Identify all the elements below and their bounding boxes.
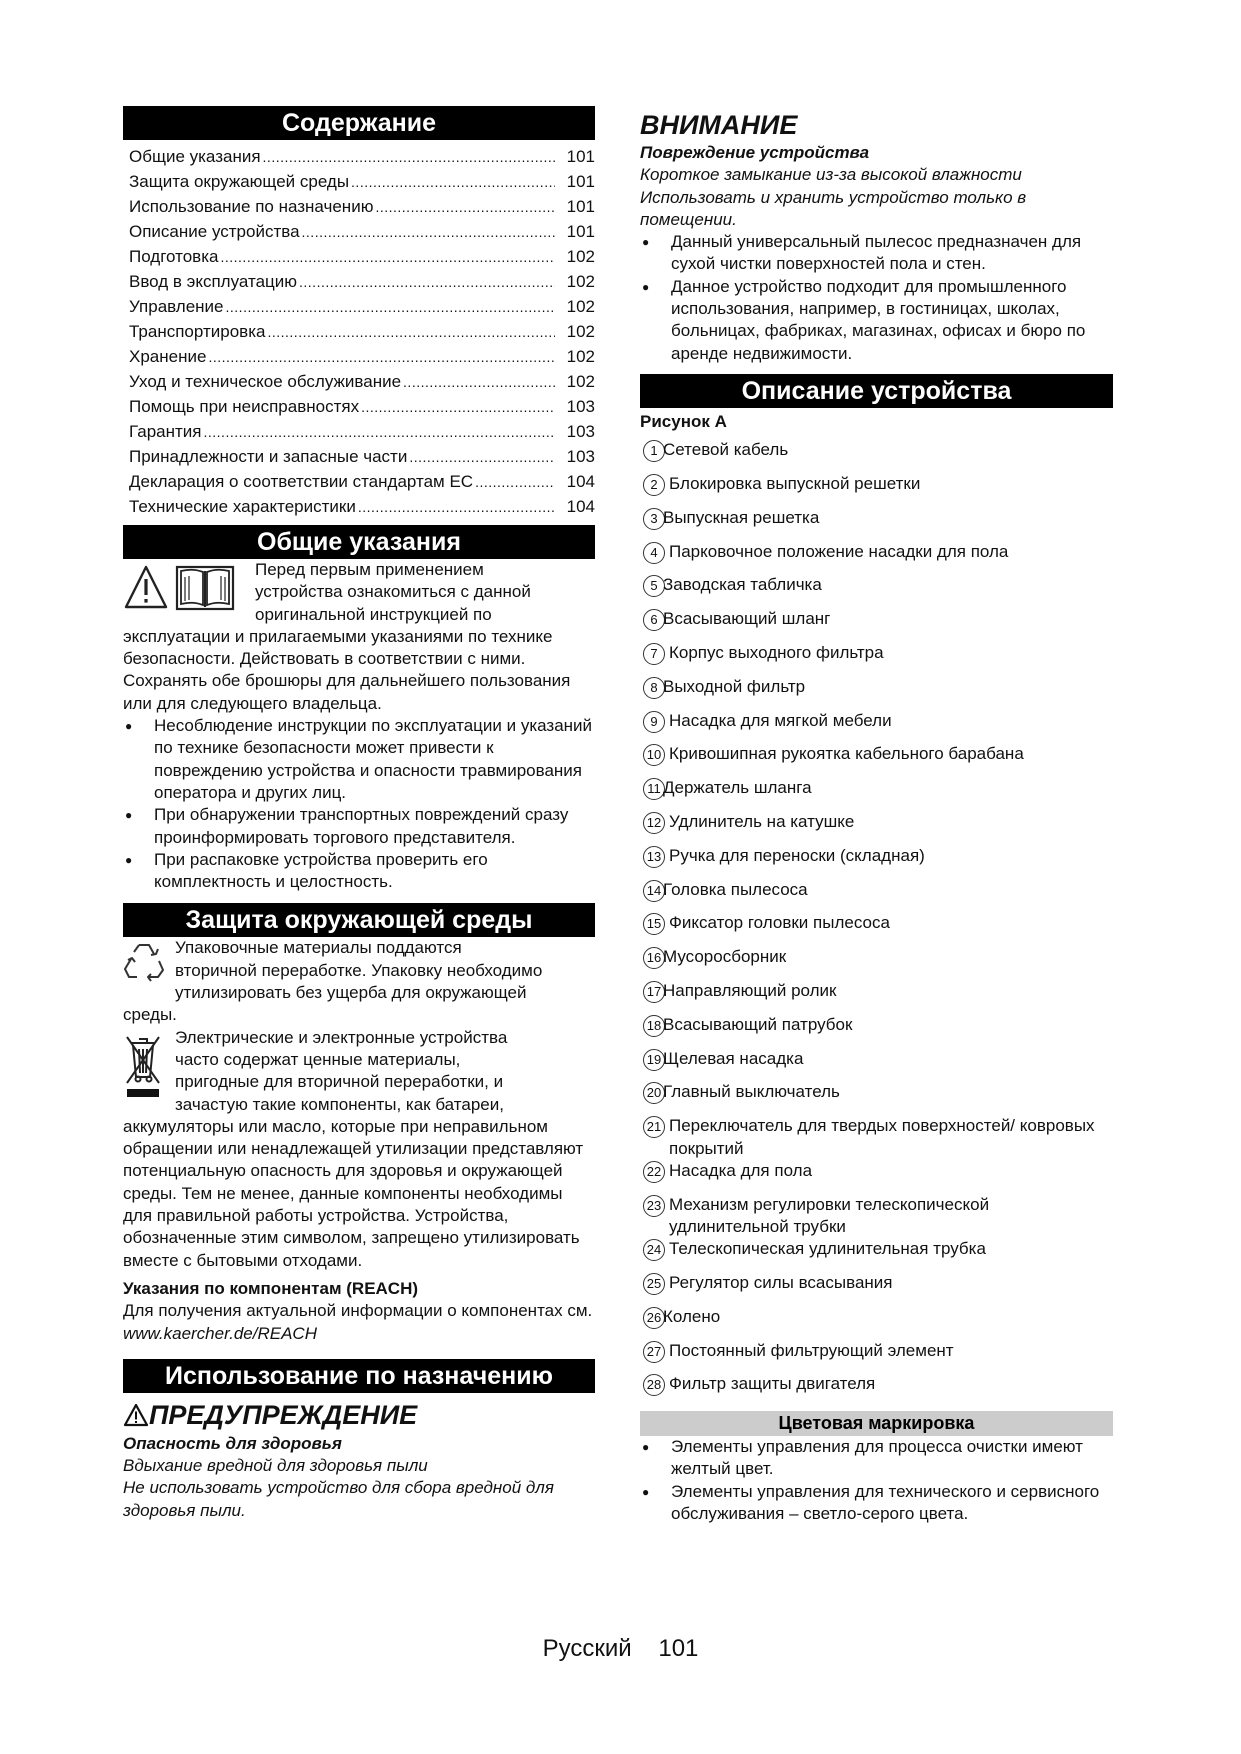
warning-triangle-icon xyxy=(123,563,169,611)
left-column: Содержание Общие указания ..... 101 Защита окружающей среды ..... 101 Использование по назначению ..... 101 Описание устройства ..... 101 Подготовка ..... 102 Ввод в эксплуатацию ..... 102 Управление ..... 102 Транспортировка ..... 102 Хранение ..... 102 Уход и техническое обслуживание ..... 102 Помощь при неисправностях ..... 103 Гарантия ..... 103 Принадлежности и запасные части ..... 103 Декларация о соответствии стандартам ЕС ..... 104 Технические характеристики ..... 104 Общие указания Перед первым применением устройства ознакомиться с данной оригинальной инструкцией по эксплуатации и прилагаемыми указаниями по технике безопасности. Действовать в соответствии с ними. Сохранять обе брошюры для дальнейшего пользования или для следующего владельца. ● Несоблюдение инструкции по эксплуатации и указаний по технике безопасности может привести к повреждению устройства и опасности травмирования оператора и других лиц. ● При обнаружении транспортных повреждений сразу проинформировать торгового представителя. ● При распаковке устройства проверить его комплектность и целостность. Защита окружающей среды Упаковочные материалы поддаются вторичной переработке. Упаковку необходимо утилизировать без ущерба для окружающей среды. Электрические и электронные устройства часто содержат ценные материалы, пригодные для вторичной переработки, и зачастую такие компоненты, как батареи, аккумуляторы или масло, которые при неправильном обращении или ненадлежащей утилизации представляют потенциальную опасность для здоровья и окружающей среды. Тем не менее, данные компоненты необходимы для правильной работы устройства. Устройства, обозначенные этим символом, запрещено утилизировать вместе с бытовыми отходами. Указания по компонентам (REACH) Для получения актуальной информации о компонентах см. www.kaercher.de/REACH Использование по назначению ПРЕДУПРЕЖДЕНИЕ Опасность для здоровья Вдыхание вредной для здоровья пыли Не использовать устройство для сбора вредной для здоровья пыли. xyxy=(123,106,595,1522)
list-item: 4 Парковочное положение насадки для пола xyxy=(640,541,1113,575)
general-heading: Общие указания xyxy=(123,525,595,559)
warning-title: ПРЕДУПРЕЖДЕНИЕ xyxy=(123,1399,595,1431)
toc-item[interactable]: Транспортировка ..... 102 xyxy=(123,319,595,344)
list-item: 15 Фиксатор головки пылесоса xyxy=(640,912,1113,946)
warning-triangle-icon xyxy=(123,1403,149,1427)
general-intro-continuation: эксплуатации и прилагаемыми указаниями по технике безопасности. Действовать в соответствии с ними. xyxy=(123,626,553,669)
toc-item[interactable]: Описание устройства ..... 101 xyxy=(123,219,595,244)
list-item: 27 Постоянный фильтрующий элемент xyxy=(640,1340,1113,1374)
list-item: 13 Ручка для переноски (складная) xyxy=(640,845,1113,879)
manual-book-icon xyxy=(175,563,235,613)
list-item: 6 Всасывающий шланг xyxy=(640,608,1113,642)
parts-list xyxy=(640,439,1113,1407)
reach-link[interactable]: www.kaercher.de/REACH xyxy=(123,1323,317,1343)
toc-item[interactable]: Уход и техническое обслуживание ..... 102 xyxy=(123,369,595,394)
list-item: 5 Заводская табличка xyxy=(640,574,1113,608)
list-item: 14 Головка пылесоса xyxy=(640,879,1113,913)
toc-item[interactable]: Декларация о соответствии стандартам ЕС ..... 104 xyxy=(123,469,595,494)
reach-title: Указания по компонентам (REACH) xyxy=(123,1278,419,1298)
list-item: 8 Выходной фильтр xyxy=(640,676,1113,710)
list-item: ● Данное устройство подходит для промышленного использования, например, в гостиницах, школах, больницах, фабриках, магазинах, офисах и бюро по аренде недвижимости. xyxy=(640,276,1113,365)
list-item: 17 Направляющий ролик xyxy=(640,980,1113,1014)
list-item: 25 Регулятор силы всасывания xyxy=(640,1272,1113,1306)
recycle-icon xyxy=(123,939,165,983)
toc-item[interactable]: Ввод в эксплуатацию ..... 102 xyxy=(123,269,595,294)
general-intro-text: Перед первым применением устройства ознакомиться с данной оригинальной инструкцией по xyxy=(255,560,531,624)
list-item: 12 Удлинитель на катушке xyxy=(640,811,1113,845)
description-heading: Описание устройства xyxy=(640,374,1113,408)
list-item: 26 Колено xyxy=(640,1306,1113,1340)
environment-heading: Защита окружающей среды xyxy=(123,903,595,937)
toc-list xyxy=(123,144,595,519)
list-item: 7 Корпус выходного фильтра xyxy=(640,642,1113,676)
caution-subtitle: Повреждение устройства xyxy=(640,143,870,162)
list-item: 16 Мусоросборник xyxy=(640,946,1113,980)
list-item: 20 Главный выключатель xyxy=(640,1081,1113,1115)
list-item: ● Несоблюдение инструкции по эксплуатации и указаний по технике безопасности может привести к повреждению устройства и опасности травмирования оператора и других лиц. xyxy=(123,715,595,804)
recycle-block: Упаковочные материалы поддаются вторичной переработке. Упаковку необходимо утилизировать без ущерба для окружающей xyxy=(123,937,595,1004)
list-item: 9 Насадка для мягкой мебели xyxy=(640,710,1113,744)
color-coding-bullets xyxy=(640,1436,1113,1525)
toc-item[interactable]: Общие указания ..... 101 xyxy=(123,144,595,169)
reach-text: Для получения актуальной информации о компонентах см. www.kaercher.de/REACH xyxy=(123,1301,593,1343)
caution-title: ВНИМАНИЕ xyxy=(640,110,798,140)
list-item: 1 Сетевой кабель xyxy=(640,439,1113,473)
usage-heading: Использование по назначению xyxy=(123,1359,595,1393)
general-intro xyxy=(123,559,595,626)
list-item: 28 Фильтр защиты двигателя xyxy=(640,1373,1113,1407)
list-item: ● При обнаружении транспортных повреждений сразу проинформировать торгового представителя. xyxy=(123,804,595,849)
toc-item[interactable]: Хранение ..... 102 xyxy=(123,344,595,369)
list-item: ● Данный универсальный пылесос предназначен для сухой чистки поверхностей пола и стен. xyxy=(640,231,1113,276)
crossed-bin-icon xyxy=(123,1031,163,1101)
list-item: 23 Механизм регулировки телескопической удлинительной трубки xyxy=(640,1194,1113,1239)
general-icons xyxy=(123,559,255,626)
list-item: 24 Телескопическая удлинительная трубка xyxy=(640,1238,1113,1272)
toc-item[interactable]: Помощь при неисправностях ..... 103 xyxy=(123,394,595,419)
toc-item[interactable]: Подготовка ..... 102 xyxy=(123,244,595,269)
list-item: ● Элементы управления для процесса очистки имеют желтый цвет. xyxy=(640,1436,1113,1481)
toc-item[interactable]: Технические характеристики ..... 104 xyxy=(123,494,595,519)
toc-heading: Содержание xyxy=(123,106,595,140)
list-item: 19 Щелевая насадка xyxy=(640,1048,1113,1082)
general-keep-note: Сохранять обе брошюры для дальнейшего пользования или для следующего владельца. xyxy=(123,671,571,713)
toc-item[interactable]: Использование по назначению ..... 101 xyxy=(123,194,595,219)
toc-item[interactable]: Защита окружающей среды ..... 101 xyxy=(123,169,595,194)
list-item: 2 Блокировка выпускной решетки xyxy=(640,473,1113,507)
footer-language: Русский xyxy=(542,1635,632,1662)
list-item: 18 Всасывающий патрубок xyxy=(640,1014,1113,1048)
figure-label: Рисунок А xyxy=(640,411,727,431)
general-bullets xyxy=(123,715,595,893)
danger-label: Опасность для здоровья xyxy=(123,1433,342,1453)
right-column: ВНИМАНИЕ Повреждение устройства Короткое замыкание из-за высокой влажности Использовать и хранить устройство только в помещении. ● Данный универсальный пылесос предназначен для сухой чистки поверхностей пола и стен. ● Данное устройство подходит для промышленного использования, например, в гостиницах, школах, больницах, фабриках, магазинах, офисах и бюро по аренде недвижимости. Описание устройства Рисунок А 1 Сетевой кабель 2 Блокировка выпускной решетки 3 Выпускная решетка 4 Парковочное положение насадки для пола 5 Заводская табличка 6 Всасывающий шланг 7 Корпус выходного фильтра 8 Выходной фильтр 9 Насадка для мягкой мебели 10 Кривошипная рукоятка кабельного барабана 11 Держатель шланга 12 Удлинитель на катушке 13 Ручка для переноски (складная) 14 Головка пылесоса 15 Фиксатор головки пылесоса 16 Мусоросборник 17 Направляющий ролик 18 Всасывающий патрубок 19 Щелевая насадка 20 Главный выключатель 21 Переключатель для твердых поверхностей/ ковровых покрытий 22 Насадка для пола 23 Механизм регулировки телескопической удлинительной трубки 24 Телескопическая удлинительная трубка 25 Регулятор силы всасывания 26 Колено 27 Постоянный фильтрующий элемент 28 Фильтр защиты двигателя Цветовая маркировка ● Элементы управления для процесса очистки имеют желтый цвет. ● Элементы управления для технического и сервисного обслуживания – светло-серого цвета. xyxy=(640,106,1113,1525)
list-item: ● При распаковке устройства проверить его комплектность и целостность. xyxy=(123,849,595,894)
list-item: 21 Переключатель для твердых поверхностей/ ковровых покрытий xyxy=(640,1115,1113,1160)
list-item: 11 Держатель шланга xyxy=(640,777,1113,811)
toc-item[interactable]: Гарантия ..... 103 xyxy=(123,419,595,444)
list-item: 22 Насадка для пола xyxy=(640,1160,1113,1194)
list-item: 10 Кривошипная рукоятка кабельного барабана xyxy=(640,743,1113,777)
toc-item[interactable]: Управление ..... 102 xyxy=(123,294,595,319)
toc-item[interactable]: Принадлежности и запасные части ..... 103 xyxy=(123,444,595,469)
page-number: 101 xyxy=(658,1635,699,1662)
page-footer xyxy=(0,1634,1241,1664)
list-item: ● Элементы управления для технического и сервисного обслуживания – светло-серого цвета. xyxy=(640,1481,1113,1526)
caution-bullets xyxy=(640,231,1113,365)
weee-block: Электрические и электронные устройства часто содержат ценные материалы, пригодные для вторичной переработки, и зачастую такие компоненты, как батареи, xyxy=(123,1027,595,1116)
list-item: 3 Выпускная решетка xyxy=(640,507,1113,541)
color-coding-heading: Цветовая маркировка xyxy=(640,1411,1113,1436)
